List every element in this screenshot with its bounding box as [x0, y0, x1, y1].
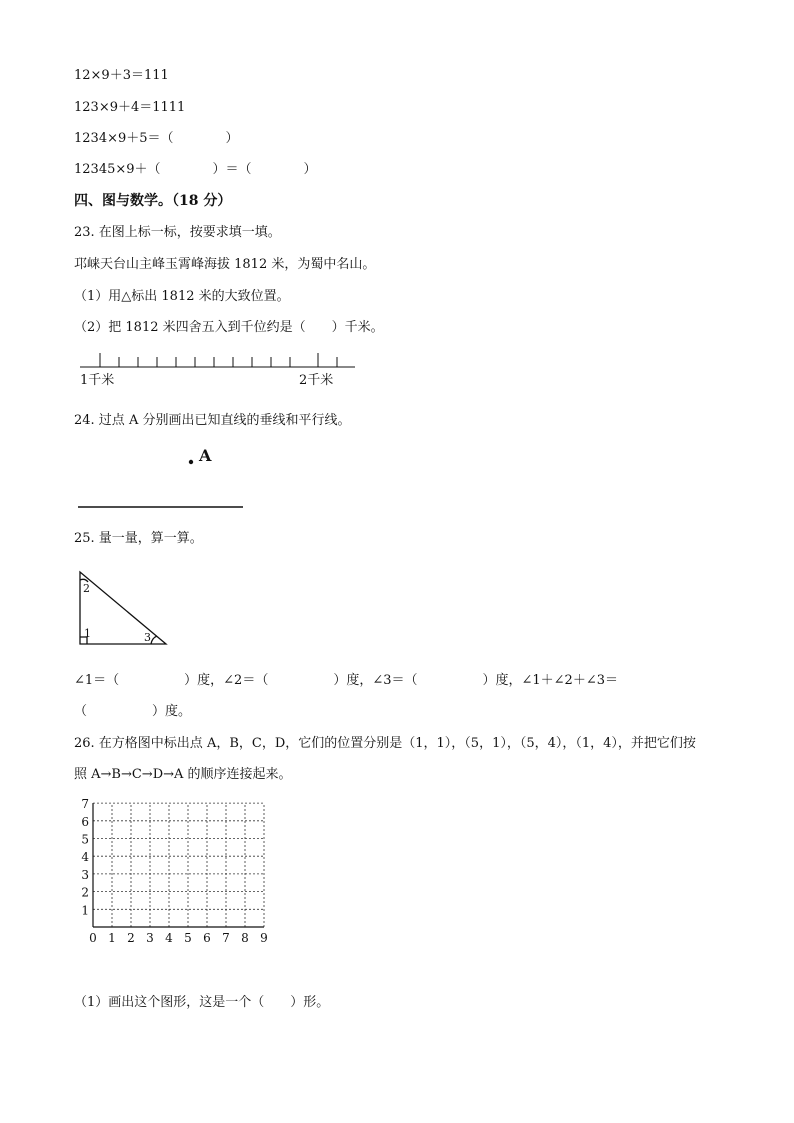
- q23-stem: 23. 在图上标一标，按要求填一填。: [74, 225, 281, 240]
- x-tick-label: 4: [165, 931, 173, 945]
- angle-3-label: 3: [144, 631, 151, 644]
- q26-stem-line-2: 照 A→B→C→D→A 的顺序连接起来。: [74, 767, 292, 782]
- x-tick-label: 6: [203, 931, 211, 945]
- q25-answer-line-1: ∠1＝（ ）度，∠2＝（ ）度，∠3＝（ ）度，∠1＋∠2＋∠3＝: [74, 673, 618, 688]
- number-line: [80, 353, 355, 367]
- x-tick-label: 8: [241, 931, 249, 945]
- q23-sub2: （2）把 1812 米四舍五入到千位约是（ ）千米。: [74, 320, 384, 335]
- y-tick-label: 7: [81, 797, 89, 812]
- triangle: [80, 572, 166, 644]
- number-line-label-start: 1千米: [80, 373, 115, 388]
- section-heading: 四、图与数学。（18 分）: [74, 193, 232, 209]
- y-tick-label: 2: [81, 885, 89, 900]
- y-tick-label: 3: [81, 867, 89, 882]
- number-line-label-end: 2千米: [299, 373, 334, 388]
- q26-sub1: （1）画出这个图形，这是一个（ ）形。: [74, 995, 330, 1010]
- q23-sub1: （1）用△标出 1812 米的大致位置。: [74, 289, 290, 304]
- point-a-dot: [189, 460, 193, 464]
- q23-text: 邛崃天台山主峰玉霄峰海拔 1812 米，为蜀中名山。: [74, 257, 376, 272]
- x-tick-label: 2: [127, 931, 135, 945]
- y-tick-label: 6: [81, 814, 89, 829]
- y-tick-label: 5: [81, 832, 89, 847]
- q25-stem: 25. 量一量，算一算。: [74, 531, 203, 546]
- x-tick-label: 3: [146, 931, 154, 945]
- pattern-line-4: 12345×9＋（ ）＝（ ）: [74, 162, 317, 177]
- y-tick-label: 4: [81, 850, 89, 865]
- x-tick-label: 5: [184, 931, 192, 945]
- y-tick-label: 1: [81, 903, 89, 918]
- x-tick-label: 1: [108, 931, 116, 945]
- point-a-label: A: [199, 446, 212, 465]
- q24-stem: 24. 过点 A 分别画出已知直线的垂线和平行线。: [74, 413, 351, 428]
- pattern-line-3: 1234×9＋5＝（ ）: [74, 131, 239, 146]
- angle-1-label: 1: [84, 627, 91, 640]
- q25-answer-line-2: （ ）度。: [74, 704, 192, 719]
- coordinate-grid: [81, 797, 267, 945]
- q26-stem-line-1: 26. 在方格图中标出点 A，B，C，D，它们的位置分别是（1，1），（5，1），（5，4），（1，4），并把它们按: [74, 736, 696, 751]
- pattern-line-2: 123×9＋4＝1111: [74, 100, 186, 115]
- angle-2-label: 2: [83, 582, 90, 595]
- pattern-line-1: 12×9＋3＝111: [74, 68, 169, 83]
- x-tick-label: 9: [260, 931, 268, 945]
- x-tick-label: 0: [89, 931, 97, 945]
- x-tick-label: 7: [222, 931, 230, 945]
